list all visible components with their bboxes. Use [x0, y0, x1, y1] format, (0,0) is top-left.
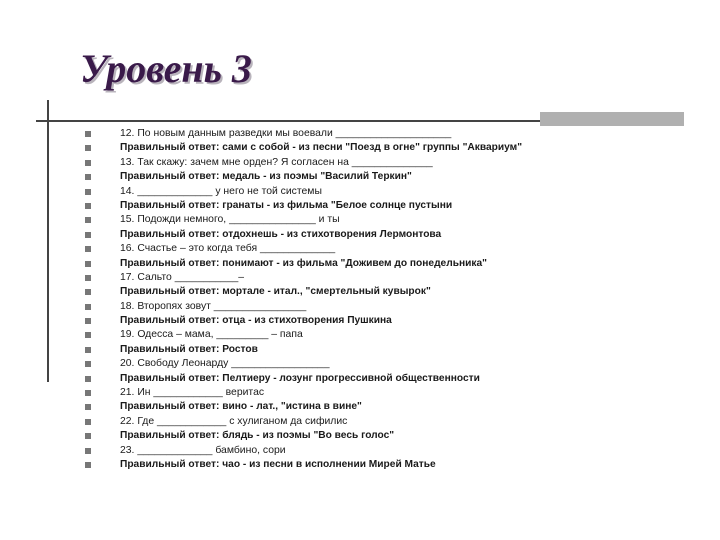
square-bullet-icon — [85, 433, 91, 439]
question-list-item — [0, 127, 620, 141]
question-list-item — [0, 185, 620, 199]
answer-text: Правильный ответ: понимают - из фильма "Доживем до понедельника" — [120, 257, 487, 269]
answer-text: Правильный ответ: вино - лат., "истина в вине" — [120, 401, 362, 413]
answer-list-item — [0, 458, 620, 472]
answer-text: Правильный ответ: сами с собой - из песни "Поезд в огне" группы "Аквариум" — [120, 142, 523, 154]
square-bullet-icon — [85, 160, 91, 166]
answer-list-item — [0, 372, 620, 386]
answer-list-item — [0, 199, 620, 213]
square-bullet-icon — [85, 131, 91, 137]
question-list-item — [0, 271, 620, 285]
answer-text: Правильный ответ: медаль - из поэмы "Василий Теркин" — [120, 171, 412, 183]
answer-text: Правильный ответ: мортале - итал., "смертельный кувырок" — [120, 286, 431, 298]
question-text: 18. Второпях зовут ________________ — [120, 300, 307, 312]
square-bullet-icon — [85, 332, 91, 338]
answer-list-item — [0, 285, 620, 299]
square-bullet-icon — [85, 246, 91, 252]
square-bullet-icon — [85, 232, 91, 238]
question-list-item — [0, 213, 620, 227]
square-bullet-icon — [85, 261, 91, 267]
question-text: 15. Подожди немного, _______________ и ты — [120, 214, 340, 226]
square-bullet-icon — [85, 217, 91, 223]
question-text: 21. Ин ____________ веритас — [120, 387, 265, 399]
answer-list-item — [0, 314, 620, 328]
square-bullet-icon — [85, 289, 91, 295]
square-bullet-icon — [85, 404, 91, 410]
decorative-gray-bar — [540, 112, 684, 126]
square-bullet-icon — [85, 189, 91, 195]
square-bullet-icon — [85, 448, 91, 454]
square-bullet-icon — [85, 174, 91, 180]
square-bullet-icon — [85, 275, 91, 281]
question-list-item — [0, 300, 620, 314]
answer-list-item — [0, 257, 620, 271]
question-text: 14. _____________ у него не той системы — [120, 185, 322, 197]
square-bullet-icon — [85, 462, 91, 468]
answer-text: Правильный ответ: отца - из стихотворения Пушкина — [120, 315, 392, 327]
slide-title: Уровень 3 — [80, 46, 252, 91]
answer-list-item — [0, 429, 620, 443]
question-list-item — [0, 156, 620, 170]
question-text: 22. Где ____________ с хулиганом да сифилис — [120, 415, 348, 427]
question-text: 17. Сальто ___________– — [120, 271, 245, 283]
question-list-item — [0, 415, 620, 429]
question-list-item — [0, 328, 620, 342]
question-text: 23. _____________ бамбино, сори — [120, 444, 286, 456]
square-bullet-icon — [85, 203, 91, 209]
answer-text: Правильный ответ: блядь - из поэмы "Во весь голос" — [120, 430, 395, 442]
question-list-item — [0, 357, 620, 371]
question-text: 19. Одесса – мама, _________ – папа — [120, 329, 303, 341]
square-bullet-icon — [85, 361, 91, 367]
question-list-item — [0, 242, 620, 256]
answer-text: Правильный ответ: Ростов — [120, 343, 258, 355]
question-text: 20. Свободу Леонарду _________________ — [120, 358, 330, 370]
answer-list-item — [0, 141, 620, 155]
square-bullet-icon — [85, 145, 91, 151]
question-text: 16. Счастье – это когда тебя _____________ — [120, 243, 336, 255]
answer-list-item — [0, 343, 620, 357]
question-list-item — [0, 444, 620, 458]
answer-text: Правильный ответ: гранаты - из фильма "Белое солнце пустыни — [120, 199, 453, 211]
answer-list-item — [0, 228, 620, 242]
square-bullet-icon — [85, 390, 91, 396]
answer-text: Правильный ответ: отдохнешь - из стихотворения Лермонтова — [120, 228, 442, 240]
answer-list-item — [0, 400, 620, 414]
answer-text: Правильный ответ: Пелтиеру - лозунг прогрессивной общественности — [120, 372, 480, 384]
square-bullet-icon — [85, 304, 91, 310]
answer-text: Правильный ответ: чао - из песни в исполнении Мирей Матье — [120, 458, 436, 470]
answer-list-item — [0, 170, 620, 184]
bullet-list — [0, 127, 620, 472]
square-bullet-icon — [85, 347, 91, 353]
question-text: 13. Так скажу: зачем мне орден? Я согласен на ______________ — [120, 156, 433, 168]
square-bullet-icon — [85, 376, 91, 382]
square-bullet-icon — [85, 419, 91, 425]
question-text: 12. По новым данным разведки мы воевали ____________________ — [120, 128, 452, 139]
question-list-item — [0, 386, 620, 400]
square-bullet-icon — [85, 318, 91, 324]
